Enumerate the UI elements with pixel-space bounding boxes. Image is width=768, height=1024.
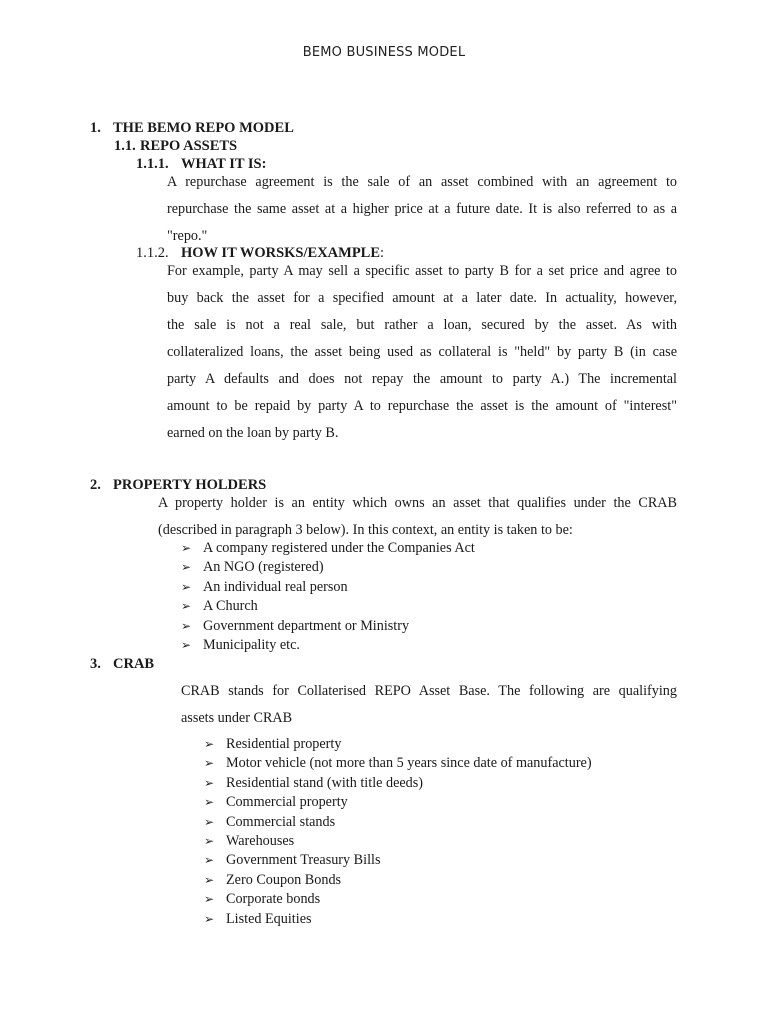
arrow-bullet-icon: ➢ (204, 756, 215, 771)
section-1-1-title: REPO ASSETS (140, 138, 238, 154)
arrow-bullet-icon: ➢ (204, 737, 215, 751)
crab-asset-list (204, 735, 592, 929)
section-2-title: PROPERTY HOLDERS (113, 477, 267, 493)
section-3-title: CRAB (113, 656, 155, 672)
property-holder-list (181, 539, 475, 655)
paragraph-line: For example, party A may sell a specific asset to party B for a set price and agree to (167, 263, 677, 279)
page-header-title: BEMO BUSINESS MODEL (302, 45, 466, 60)
list-item-text: Motor vehicle (not more than 5 years since date of manufacture) (226, 755, 592, 772)
arrow-bullet-icon: ➢ (204, 911, 215, 926)
arrow-bullet-icon: ➢ (204, 872, 215, 887)
arrow-bullet-icon: ➢ (181, 560, 192, 575)
list-item-text: Government Treasury Bills (226, 852, 381, 869)
paragraph-line: collateralized loans, the asset being used as collateral is "held" by party B (in case (167, 344, 677, 360)
how-it-works-paragraph (167, 258, 677, 447)
arrow-bullet-icon: ➢ (204, 775, 215, 790)
section-1-title: THE BEMO REPO MODEL (113, 120, 294, 136)
paragraph-line: buy back the asset for a specified amount at a later date. In actuality, however, (167, 290, 677, 306)
list-item (204, 910, 592, 929)
paragraph-line: A property holder is an entity which owns an asset that qualifies under the CRAB (158, 495, 677, 511)
arrow-bullet-icon: ➢ (181, 618, 192, 633)
arrow-bullet-icon: ➢ (181, 579, 192, 594)
list-item (181, 617, 475, 636)
list-item-text: A Church (203, 598, 258, 615)
section-1-number: 1. (90, 120, 101, 136)
list-item (204, 774, 592, 793)
list-item (204, 851, 592, 870)
list-item-text: Government department or Ministry (203, 617, 410, 634)
list-item (204, 832, 592, 851)
list-item (181, 636, 475, 655)
list-item (204, 754, 592, 773)
list-item-text: An NGO (registered) (203, 559, 324, 576)
section-3-number: 3. (90, 656, 101, 672)
arrow-bullet-icon: ➢ (181, 599, 192, 614)
what-it-is-paragraph (167, 169, 677, 250)
paragraph-line: "repo." (167, 228, 208, 244)
section-1-1-2-colon: : (380, 245, 385, 261)
property-holders-paragraph (158, 490, 677, 544)
list-item (181, 578, 475, 597)
paragraph-line: party A defaults and does not repay the amount to party A.) The incremental (167, 371, 677, 387)
list-item-text: Commercial property (226, 794, 348, 811)
list-item (181, 558, 475, 577)
paragraph-line: earned on the loan by party B. (167, 425, 339, 441)
section-2-number: 2. (90, 477, 101, 493)
paragraph-line: repurchase the same asset at a higher price at a future date. It is also referred to as a (167, 201, 677, 217)
arrow-bullet-icon: ➢ (181, 541, 192, 555)
arrow-bullet-icon: ➢ (204, 814, 215, 829)
section-1-1-1-title: WHAT IT IS: (181, 156, 267, 172)
list-item-text: A company registered under the Companies Act (203, 540, 475, 556)
arrow-bullet-icon: ➢ (204, 853, 215, 868)
list-item (204, 793, 592, 812)
arrow-bullet-icon: ➢ (181, 637, 192, 652)
list-item-text: Zero Coupon Bonds (226, 871, 342, 888)
list-item-text: Commercial stands (226, 813, 336, 830)
paragraph-line: A repurchase agreement is the sale of an asset combined with an agreement to (167, 174, 677, 190)
list-item (204, 813, 592, 832)
list-item (204, 890, 592, 909)
arrow-bullet-icon: ➢ (204, 795, 215, 810)
section-1-1-number: 1.1. (114, 138, 136, 154)
list-item-text: Residential property (226, 736, 342, 752)
paragraph-line: the sale is not a real sale, but rather a loan, secured by the asset. As with (167, 317, 677, 333)
list-item (204, 735, 592, 754)
list-item-text: Warehouses (226, 832, 295, 849)
arrow-bullet-icon: ➢ (204, 892, 215, 907)
crab-paragraph (181, 678, 677, 732)
list-item-text: Residential stand (with title deeds) (226, 774, 424, 791)
list-item-text: An individual real person (203, 578, 348, 595)
list-item (181, 597, 475, 616)
arrow-bullet-icon: ➢ (204, 833, 215, 848)
section-1-1-2-title: HOW IT WORSKS/EXAMPLE (181, 245, 381, 261)
section-1-1-2-number: 1.1.2. (136, 245, 169, 261)
list-item (181, 539, 475, 558)
list-item (204, 871, 592, 890)
section-1-1-1-number: 1.1.1. (136, 156, 169, 172)
list-item-text: Municipality etc. (203, 636, 300, 653)
paragraph-line: amount to be repaid by party A to repurchase the asset is the amount of "interest" (167, 398, 677, 414)
paragraph-line: assets under CRAB (181, 710, 293, 726)
list-item-text: Listed Equities (226, 910, 312, 927)
list-item-text: Corporate bonds (226, 891, 321, 908)
paragraph-line: (described in paragraph 3 below). In this context, an entity is taken to be: (158, 522, 573, 538)
paragraph-line: CRAB stands for Collaterised REPO Asset Base. The following are qualifying (181, 683, 677, 699)
